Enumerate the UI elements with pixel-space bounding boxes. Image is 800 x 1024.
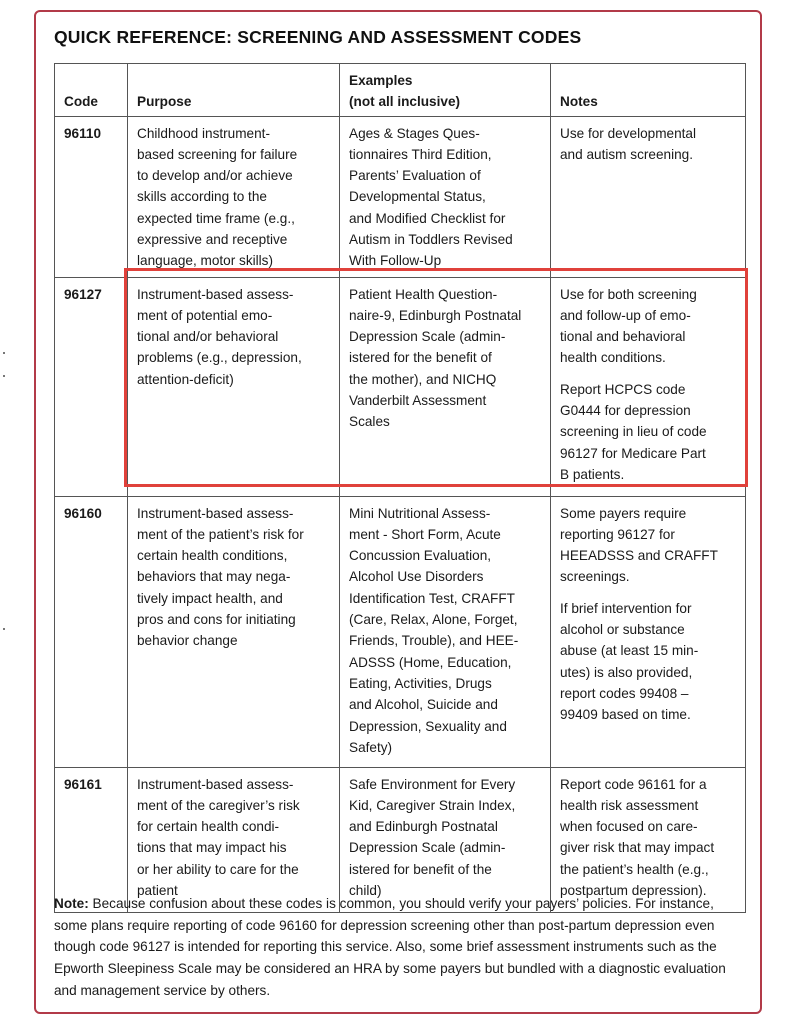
margin-mark	[3, 352, 5, 354]
row-notes	[551, 767, 746, 912]
table-header-row	[55, 64, 746, 117]
footnote	[54, 893, 746, 1002]
margin-mark	[3, 628, 5, 630]
table-row	[55, 277, 746, 496]
row-notes-extra: Report HCPCS code G0444 for depression screening in lieu of code 96127 for Medicare Part B patients.	[560, 381, 707, 482]
row-notes	[551, 496, 746, 767]
footnote-label: Note:	[54, 896, 89, 911]
row-examples: Ages & Stages Ques- tionnaires Third Edition, Parents’ Evaluation of Developmental Status, and Modified Checklist for Autism in Toddlers Revised With Follow-Up	[340, 116, 551, 277]
row-notes	[551, 277, 746, 496]
header-purpose: Purpose	[128, 64, 340, 117]
header-code: Code	[55, 64, 128, 117]
codes-table	[54, 63, 746, 913]
footnote-text: Because confusion about these codes is common, you should verify your payers’ policies. For instance, some plans require reporting of code 96160 for depression screening other than post-partum depression even though code 96127 is intended for reporting this service. Also, some brief assessment instruments such as the Epworth Sleepiness Scale may be considered an HRA by some payers but bundled with a diagnostic evaluation and management service by others.	[54, 896, 726, 998]
row-code: 96161	[55, 767, 128, 912]
margin-mark	[3, 375, 5, 377]
row-notes-text: Some payers require reporting 96127 for HEEADSSS and CRAFFT screenings.	[560, 505, 718, 585]
row-purpose: Instrument-based assess- ment of potential emo- tional and/or behavioral problems (e.g., depression, attention-deficit)	[128, 277, 340, 496]
row-purpose: Instrument-based assess- ment of the patient’s risk for certain health conditions, behaviors that may nega- tively impact health, and pros and cons for initiating behavior change	[128, 496, 340, 767]
row-examples: Patient Health Question- naire-9, Edinburgh Postnatal Depression Scale (admin- istered for the benefit of the mother), and NICHQ Vanderbilt Assessment Scales	[340, 277, 551, 496]
row-code: 96160	[55, 496, 128, 767]
row-notes-extra: If brief intervention for alcohol or substance abuse (at least 15 min- utes) is also provided, report codes 99408 – 99409 based on time.	[560, 600, 699, 723]
table-row	[55, 496, 746, 767]
header-notes: Notes	[551, 64, 746, 117]
row-notes-text: Use for both screening and follow-up of emo- tional and behavioral health conditions.	[560, 286, 697, 366]
row-purpose: Childhood instrument- based screening for failure to develop and/or achieve skills according to the expected time frame (e.g., expressive and receptive language, motor skills)	[128, 116, 340, 277]
row-notes-text: Report code 96161 for a health risk assessment when focused on care- giver risk that may impact the patient’s health (e.g., postpartum depression).	[560, 776, 715, 899]
table-row	[55, 767, 746, 912]
row-code: 96127	[55, 277, 128, 496]
table-row	[55, 116, 746, 277]
header-examples: Examples (not all inclusive)	[340, 64, 551, 117]
page-title: QUICK REFERENCE: SCREENING AND ASSESSMENT CODES	[54, 27, 582, 47]
row-examples: Mini Nutritional Assess- ment - Short Form, Acute Concussion Evaluation, Alcohol Use Disorders Identification Test, CRAFFT (Care, Relax, Alone, Forget, Friends, Trouble), and HEE- ADSSS (Home, Education, Eating, Activities, Drugs and Alcohol, Suicide and Depression, Sexuality and Safety)	[340, 496, 551, 767]
row-notes-text: Use for developmental and autism screening.	[560, 125, 697, 162]
row-purpose: Instrument-based assess- ment of the caregiver’s risk for certain health condi- tions that may impact his or her ability to care for the patient	[128, 767, 340, 912]
row-code: 96110	[55, 116, 128, 277]
row-examples: Safe Environment for Every Kid, Caregiver Strain Index, and Edinburgh Postnatal Depression Scale (admin- istered for benefit of the child)	[340, 767, 551, 912]
row-notes	[551, 116, 746, 277]
